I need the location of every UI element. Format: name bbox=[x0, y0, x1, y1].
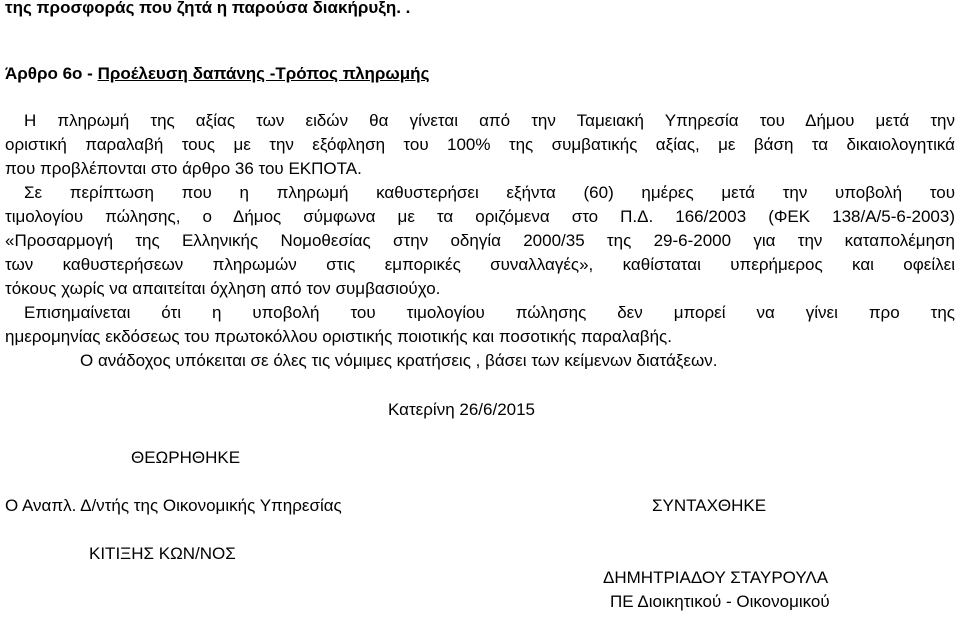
paragraph4: Ο ανάδοχος υπόκειται σε όλες τις νόμιμες κρατήσεις , βάσει των κείμενων διατάξεων. bbox=[80, 351, 718, 370]
paragraph1-line1: Η πληρωμή της αξίας των ειδών θα γίνεται από την Ταμειακή Υπηρεσία του Δήμου μετά την bbox=[24, 111, 955, 130]
seen-name: ΚΙΤΙΞΗΣ ΚΩΝ/ΝΟΣ bbox=[89, 544, 236, 563]
drafted-label: ΣΥΝΤΑΧΘΗΚΕ bbox=[652, 496, 767, 515]
article-heading bbox=[5, 63, 955, 85]
paragraph2-line1: Σε περίπτωση που η πληρωμή καθυστερήσει εξήντα (60) ημέρες μετά την υποβολή του bbox=[24, 183, 955, 202]
seen-label: ΘΕΩΡΗΘΗΚΕ bbox=[131, 448, 241, 467]
paragraph3-line1: Επισημαίνεται ότι η υποβολή του τιμολογίου πώλησης δεν μπορεί να γίνει προ της bbox=[24, 303, 955, 322]
paragraph2-line2: τιμολογίου πώλησης, ο Δήμος σύμφωνα με τα οριζόμενα στο Π.Δ. 166/2003 (ΦΕΚ 138/Α/5-6-2003) bbox=[5, 207, 955, 226]
place-date: Κατερίνη 26/6/2015 bbox=[388, 400, 536, 419]
seen-role: Ο Αναπλ. Δ/ντής της Οικονομικής Υπηρεσίας bbox=[5, 496, 342, 515]
intro-line: της προσφοράς που ζητά η παρούσα διακήρυξη. . bbox=[5, 0, 411, 17]
article-title: Προέλευση δαπάνης -Τρόπος πληρωμής bbox=[97, 64, 430, 83]
paragraph2-line3: «Προσαρμογή της Ελληνικής Νομοθεσίας στην οδηγία 2000/35 της 29-6-2000 για την καταπολέμηση bbox=[5, 231, 955, 250]
paragraph2-line5: τόκους χωρίς να απαιτείται όχληση από τον συμβασιούχο. bbox=[5, 279, 441, 298]
paragraph3-line2: ημερομηνίας εκδόσεως του πρωτοκόλλου οριστικής ποιοτικής και ποσοτικής παραλαβής. bbox=[5, 327, 672, 346]
drafted-name: ΔΗΜΗΤΡΙΑΔΟΥ ΣΤΑΥΡΟΥΛΑ bbox=[603, 568, 829, 587]
paragraph1-line2: οριστική παραλαβή τους με την εξόφληση του 100% της συμβατικής αξίας, με βάση τα δικαιολογητικά bbox=[5, 135, 955, 154]
drafted-role: ΠΕ Διοικητικού - Οικονομικού bbox=[610, 592, 830, 611]
paragraph2-line4: των καθυστερήσεων πληρωμών στις εμπορικές συναλλαγές», καθίσταται υπερήμερος και οφείλει bbox=[5, 255, 955, 274]
paragraph1-line3: που προβλέπονται στο άρθρο 36 του ΕΚΠΟΤΑ. bbox=[5, 159, 362, 178]
article-number: Άρθρο 6ο - bbox=[5, 64, 98, 83]
